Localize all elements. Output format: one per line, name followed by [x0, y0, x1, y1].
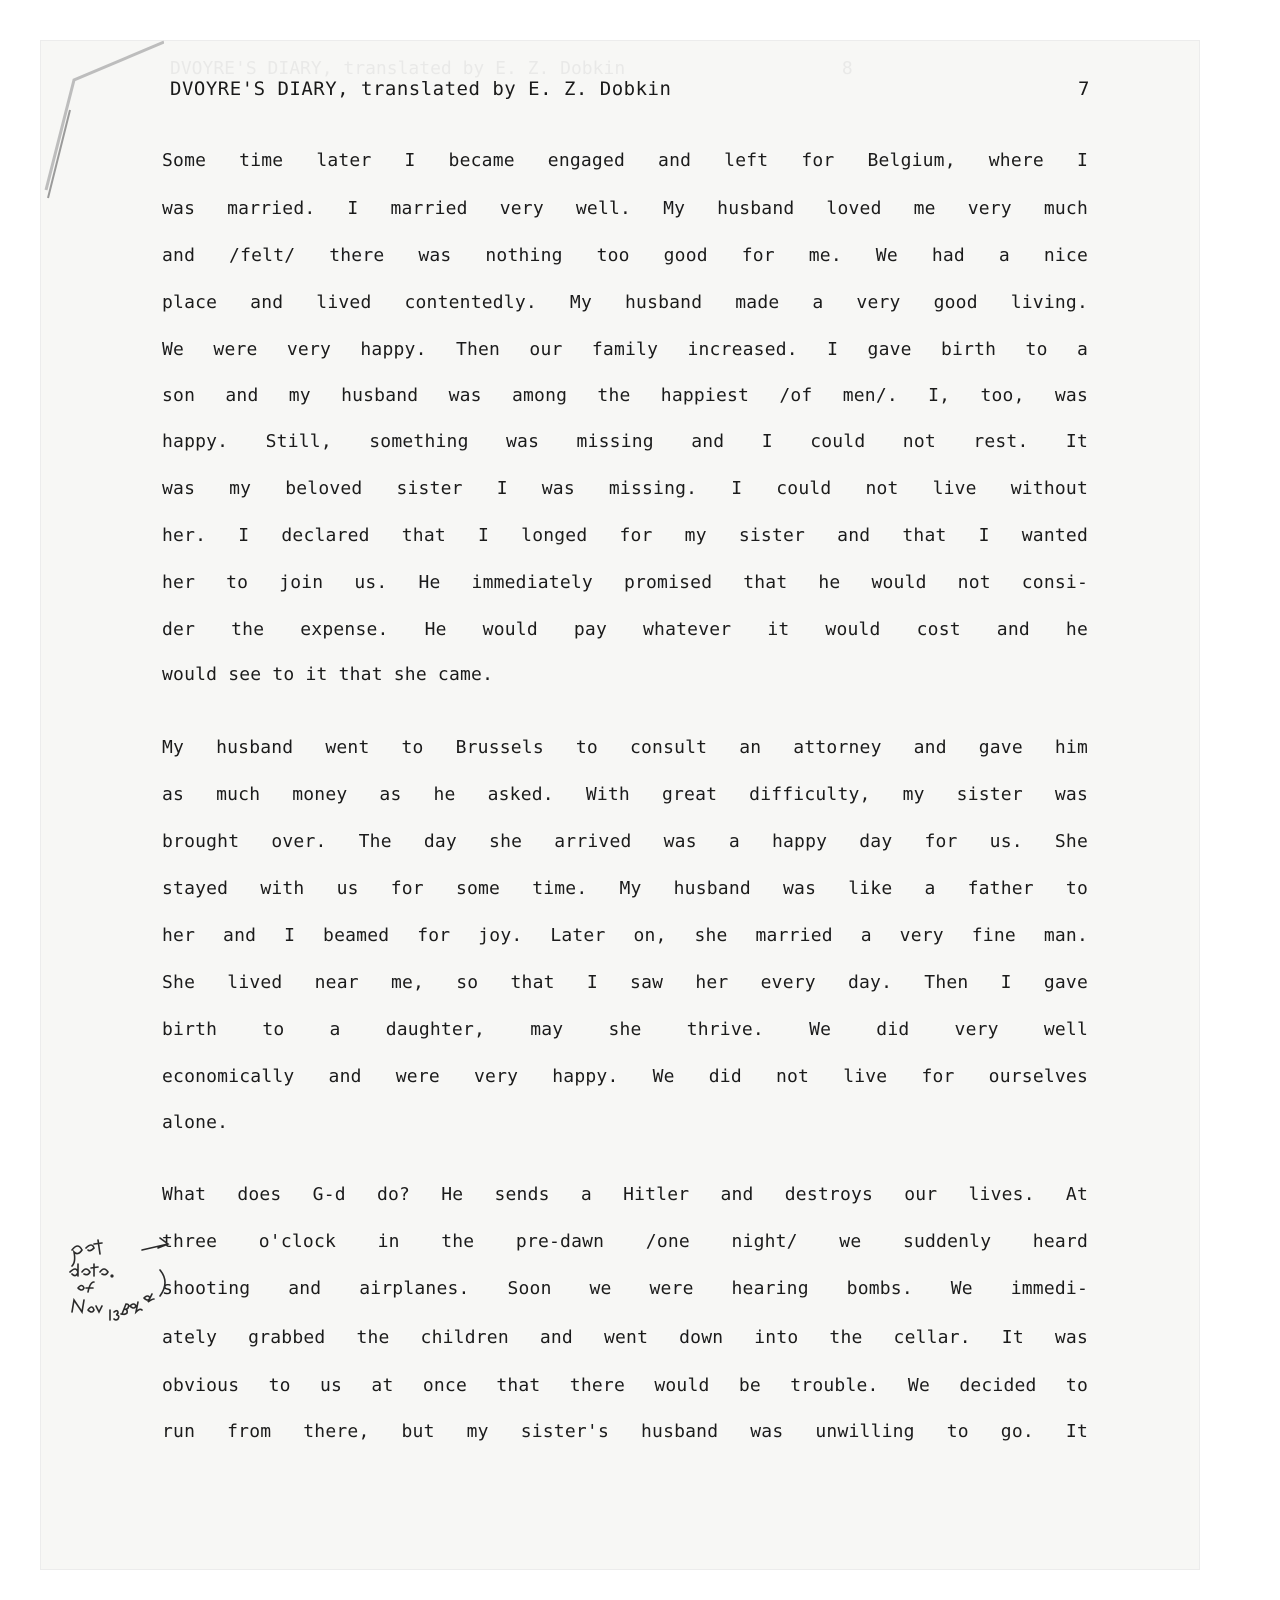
text-line: happy. Still, something was missing and I could not rest. It	[162, 431, 1088, 452]
text-line: son and my husband was among the happiest /of men/. I, too, was	[162, 385, 1088, 406]
text-line: was my beloved sister I was missing. I could not live without	[162, 478, 1088, 499]
text-line: obvious to us at once that there would be trouble. We decided to	[162, 1375, 1088, 1396]
text-line: alone.	[162, 1112, 229, 1133]
document-title: DVOYRE'S DIARY, translated by E. Z. Dobkin	[170, 78, 672, 100]
scan-corner-mark	[44, 40, 164, 200]
text-line: run from there, but my sister's husband was unwilling to go. It	[162, 1421, 1088, 1442]
text-line: shooting and airplanes. Soon we were hearing bombs. We immedi-	[162, 1278, 1088, 1299]
text-line: ately grabbed the children and went down into the cellar. It was	[162, 1327, 1088, 1348]
text-line: economically and were very happy. We did not live for ourselves	[162, 1066, 1088, 1087]
handwritten-margin-note	[64, 1222, 174, 1332]
text-line: Some time later I became engaged and left for Belgium, where I	[162, 150, 1088, 171]
text-line: What does G-d do? He sends a Hitler and destroys our lives. At	[162, 1184, 1088, 1205]
text-line: her and I beamed for joy. Later on, she married a very fine man.	[162, 925, 1088, 946]
text-line: would see to it that she came.	[162, 664, 494, 685]
text-line: as much money as he asked. With great difficulty, my sister was	[162, 784, 1088, 805]
text-line: brought over. The day she arrived was a happy day for us. She	[162, 831, 1088, 852]
text-line: der the expense. He would pay whatever it would cost and he	[162, 619, 1088, 640]
text-line: She lived near me, so that I saw her every day. Then I gave	[162, 972, 1088, 993]
page-number: 7	[1078, 78, 1090, 100]
text-line: place and lived contentedly. My husband made a very good living.	[162, 292, 1088, 313]
text-line: three o'clock in the pre-dawn /one night/ we suddenly heard	[162, 1231, 1088, 1252]
text-line: stayed with us for some time. My husband was like a father to	[162, 878, 1088, 899]
handwriting-icon	[64, 1222, 174, 1332]
text-line: was married. I married very well. My husband loved me very much	[162, 198, 1088, 219]
text-line: We were very happy. Then our family increased. I gave birth to a	[162, 339, 1088, 360]
text-line: and /felt/ there was nothing too good for me. We had a nice	[162, 245, 1088, 266]
text-line: her to join us. He immediately promised that he would not consi-	[162, 572, 1088, 593]
text-line: birth to a daughter, may she thrive. We did very well	[162, 1019, 1088, 1040]
text-line: My husband went to Brussels to consult an attorney and gave him	[162, 737, 1088, 758]
text-line: her. I declared that I longed for my sister and that I wanted	[162, 525, 1088, 546]
